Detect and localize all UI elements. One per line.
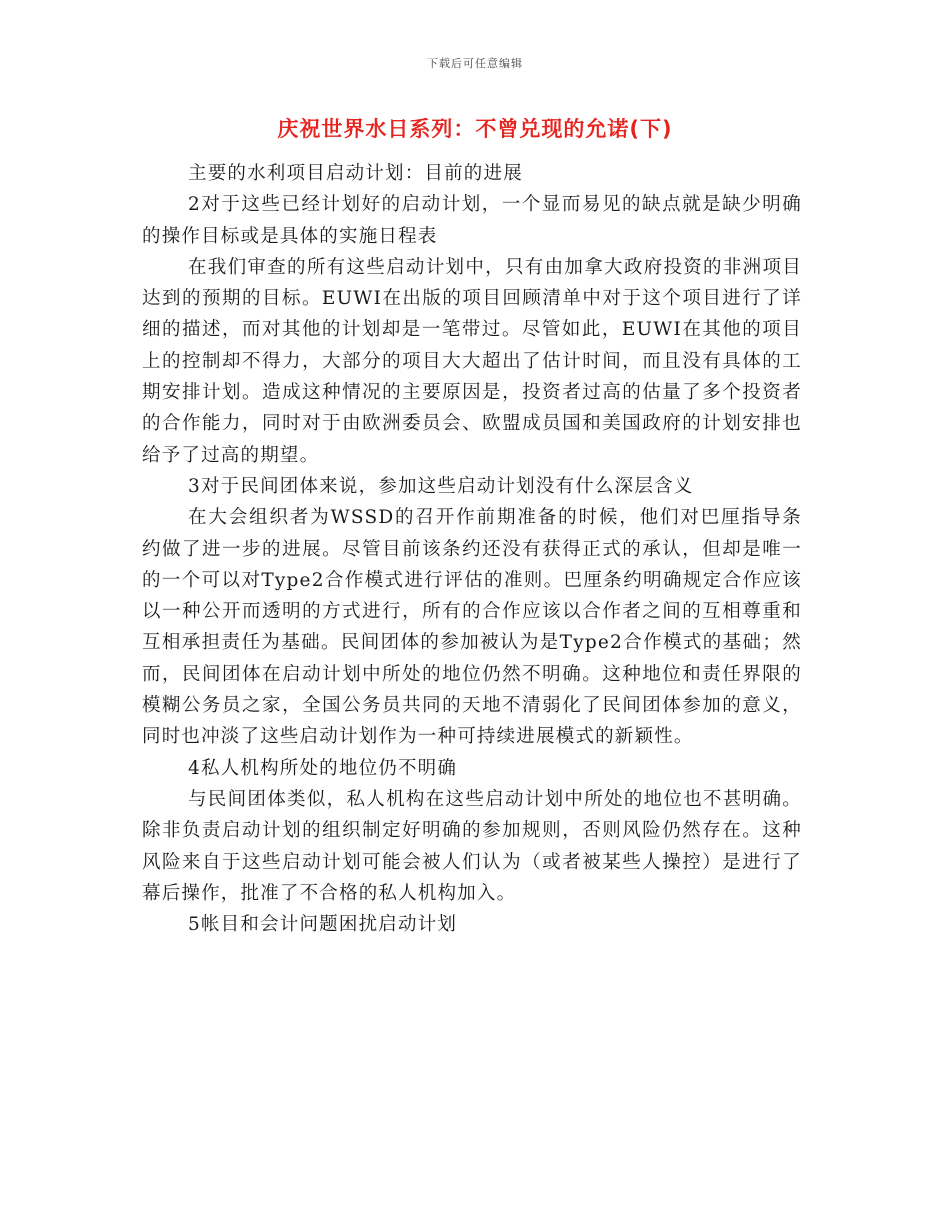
paragraph: 在大会组织者为WSSD的召开作前期准备的时候，他们对巴厘指导条约做了进一步的进展。尽管目前该条约还没有获得正式的承认，但却是唯一的一个可以对Type2合作模式进行评估的准则。巴厘条约明确规定合作应该以一种公开而透明的方式进行，所有的合作应该以合作者之间的互相尊重和互相承担责任为基础。民间团体的参加被认为是Type2合作模式的基础；然而，民间团体在启动计划中所处的地位仍然不明确。这种地位和责任界限的模糊公务员之家，全国公务员共同的天地不清弱化了民间团体参加的意义，同时也冲淡了这些启动计划作为一种可持续进展模式的新颖性。 bbox=[142, 507, 802, 748]
paragraph: 5帐目和会计问题困扰启动计划 bbox=[188, 914, 458, 936]
paragraph: 3对于民间团体来说，参加这些启动计划没有什么深层含义 bbox=[188, 475, 694, 497]
paragraph: 与民间团体类似，私人机构在这些启动计划中所处的地位也不甚明确。除非负责启动计划的组织制定好明确的参加规则，否则风险仍然存在。这种风险来自于这些启动计划可能会被人们认为（或者被某些人操控）是进行了幕后操作，批准了不合格的私人机构加入。 bbox=[142, 788, 802, 904]
paragraph: 在我们审查的所有这些启动计划中，只有由加拿大政府投资的非洲项目达到的预期的目标。EUWI在出版的项目回顾清单中对于这个项目进行了详细的描述，而对其他的计划却是一笔带过。尽管如此，EUWI在其他的项目上的控制却不得力，大部分的项目大大超出了估计时间，而且没有具体的工期安排计划。造成这种情况的主要原因是，投资者过高的估量了多个投资者的合作能力，同时对于由欧洲委员会、欧盟成员国和美国政府的计划安排也给予了过高的期望。 bbox=[142, 256, 802, 466]
document-title: 庆祝世界水日系列：不曾兑现的允诺(下) bbox=[277, 117, 673, 141]
paragraph: 2对于这些已经计划好的启动计划，一个显而易见的缺点就是缺少明确的操作目标或是具体的实施日程表 bbox=[142, 194, 802, 247]
paragraph: 4私人机构所处的地位仍不明确 bbox=[188, 757, 458, 779]
page-header: 下载后可任意编辑 bbox=[427, 57, 523, 70]
paragraph: 主要的水利项目启动计划：目前的进展 bbox=[188, 163, 523, 184]
document-body bbox=[142, 158, 802, 940]
